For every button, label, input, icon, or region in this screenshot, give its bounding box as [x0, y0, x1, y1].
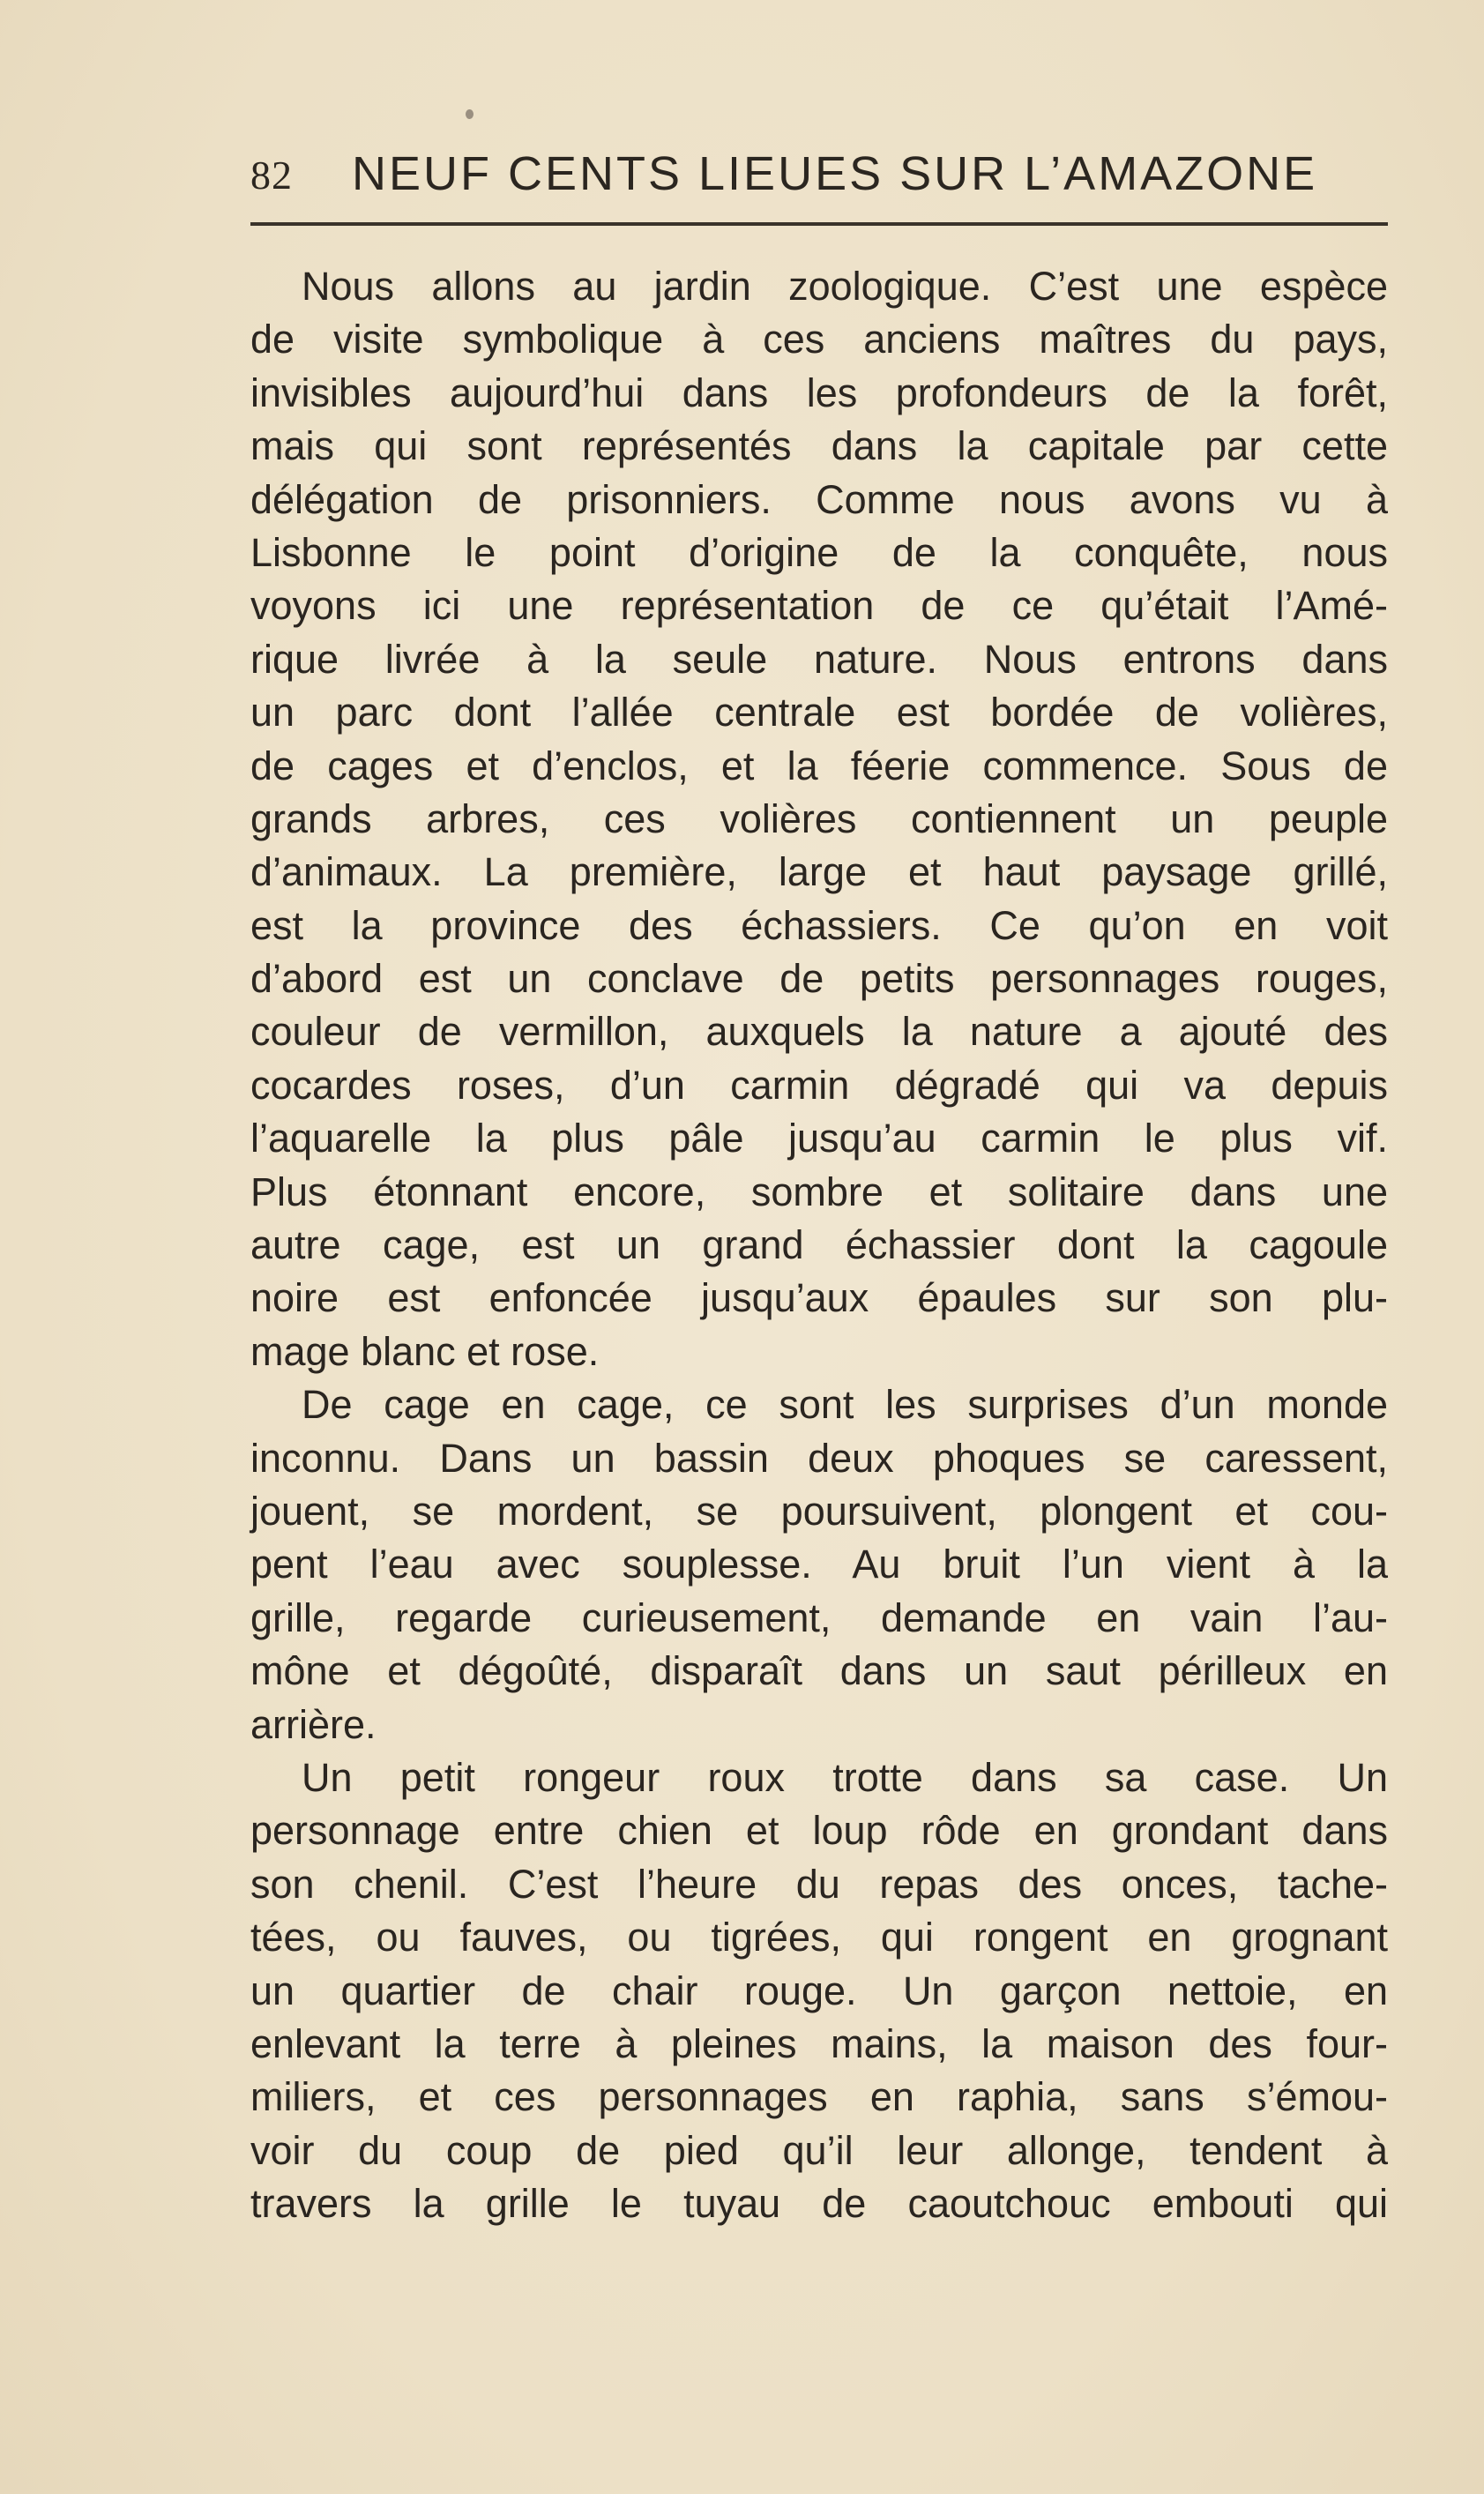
text-line: grille, regarde curieusement, demande en vain l’au-: [250, 1594, 1388, 1640]
text-line: de visite symbolique à ces anciens maîtres du pays,: [250, 317, 1388, 362]
text-line: tées, ou fauves, ou tigrées, qui rongent en grognant: [250, 1915, 1388, 1960]
text-line: un parc dont l’allée centrale est bordée de volières,: [250, 690, 1388, 736]
header-rule: [250, 222, 1388, 226]
text-line: voir du coup de pied qu’il leur allonge, tendent à: [250, 2127, 1388, 2173]
text-line: couleur de vermillon, auxquels la nature a ajouté des: [250, 1009, 1388, 1055]
text-line: Lisbonne le point d’origine de la conquête, nous: [250, 529, 1388, 575]
text-line: Un petit rongeur roux trotte dans sa case. Un: [302, 1754, 1388, 1800]
text-line: personnage entre chien et loup rôde en grondant dans: [250, 1808, 1388, 1854]
text-line: de cages et d’enclos, et la féerie commence. Sous de: [250, 743, 1388, 788]
text-line: inconnu. Dans un bassin deux phoques se caressent,: [250, 1435, 1388, 1481]
text-line: mais qui sont représentés dans la capitale par cette: [250, 423, 1388, 469]
text-line: d’animaux. La première, large et haut paysage grillé,: [250, 849, 1388, 895]
text-line: enlevant la terre à pleines mains, la maison des four-: [250, 2020, 1388, 2066]
text-line: jouent, se mordent, se poursuivent, plongent et cou-: [250, 1488, 1388, 1534]
text-line: De cage en cage, ce sont les surprises d’un monde: [302, 1382, 1388, 1428]
text-line: grands arbres, ces volières contiennent un peuple: [250, 795, 1388, 841]
text-line: cocardes roses, d’un carmin dégradé qui va depuis: [250, 1062, 1388, 1108]
text-line: arrière.: [250, 1701, 377, 1747]
text-line: noire est enfoncée jusqu’aux épaules sur son plu-: [250, 1275, 1388, 1321]
text-line: rique livrée à la seule nature. Nous entrons dans: [250, 636, 1388, 682]
text-line: pent l’eau avec souplesse. Au bruit l’un vient à la: [250, 1542, 1388, 1587]
text-line: délégation de prisonniers. Comme nous avons vu à: [250, 476, 1388, 522]
text-line: Plus étonnant encore, sombre et solitaire dans une: [250, 1169, 1388, 1214]
text-line: son chenil. C’est l’heure du repas des onces, tache-: [250, 1861, 1388, 1907]
text-line: l’aquarelle la plus pâle jusqu’au carmin le plus vif.: [250, 1116, 1388, 1161]
text-line: mage blanc et rose.: [250, 1328, 600, 1374]
text-line: mône et dégoûté, disparaît dans un saut périlleux en: [250, 1648, 1388, 1694]
page-number: 82: [250, 153, 293, 198]
running-header: [250, 141, 1388, 220]
text-line: est la province des échassiers. Ce qu’on en voit: [250, 902, 1388, 948]
text-line: voyons ici une représentation de ce qu’était l’Amé-: [250, 583, 1388, 629]
text-line: d’abord est un conclave de petits personnages rouges,: [250, 956, 1388, 1002]
text-line: autre cage, est un grand échassier dont la cagoule: [250, 1222, 1388, 1268]
body-text: [250, 260, 1388, 2230]
text-line: travers la grille le tuyau de caoutchouc embouti qui: [250, 2181, 1388, 2227]
text-line: invisibles aujourd’hui dans les profondeurs de la forêt,: [250, 370, 1388, 415]
text-line: Nous allons au jardin zoologique. C’est une espèce: [302, 264, 1388, 309]
running-title: NEUF CENTS LIEUES SUR L’AMAZONE: [352, 147, 1318, 200]
ink-speck: [466, 109, 474, 119]
text-line: miliers, et ces personnages en raphia, sans s’émou-: [250, 2074, 1388, 2120]
text-line: un quartier de chair rouge. Un garçon nettoie, en: [250, 1968, 1388, 2013]
